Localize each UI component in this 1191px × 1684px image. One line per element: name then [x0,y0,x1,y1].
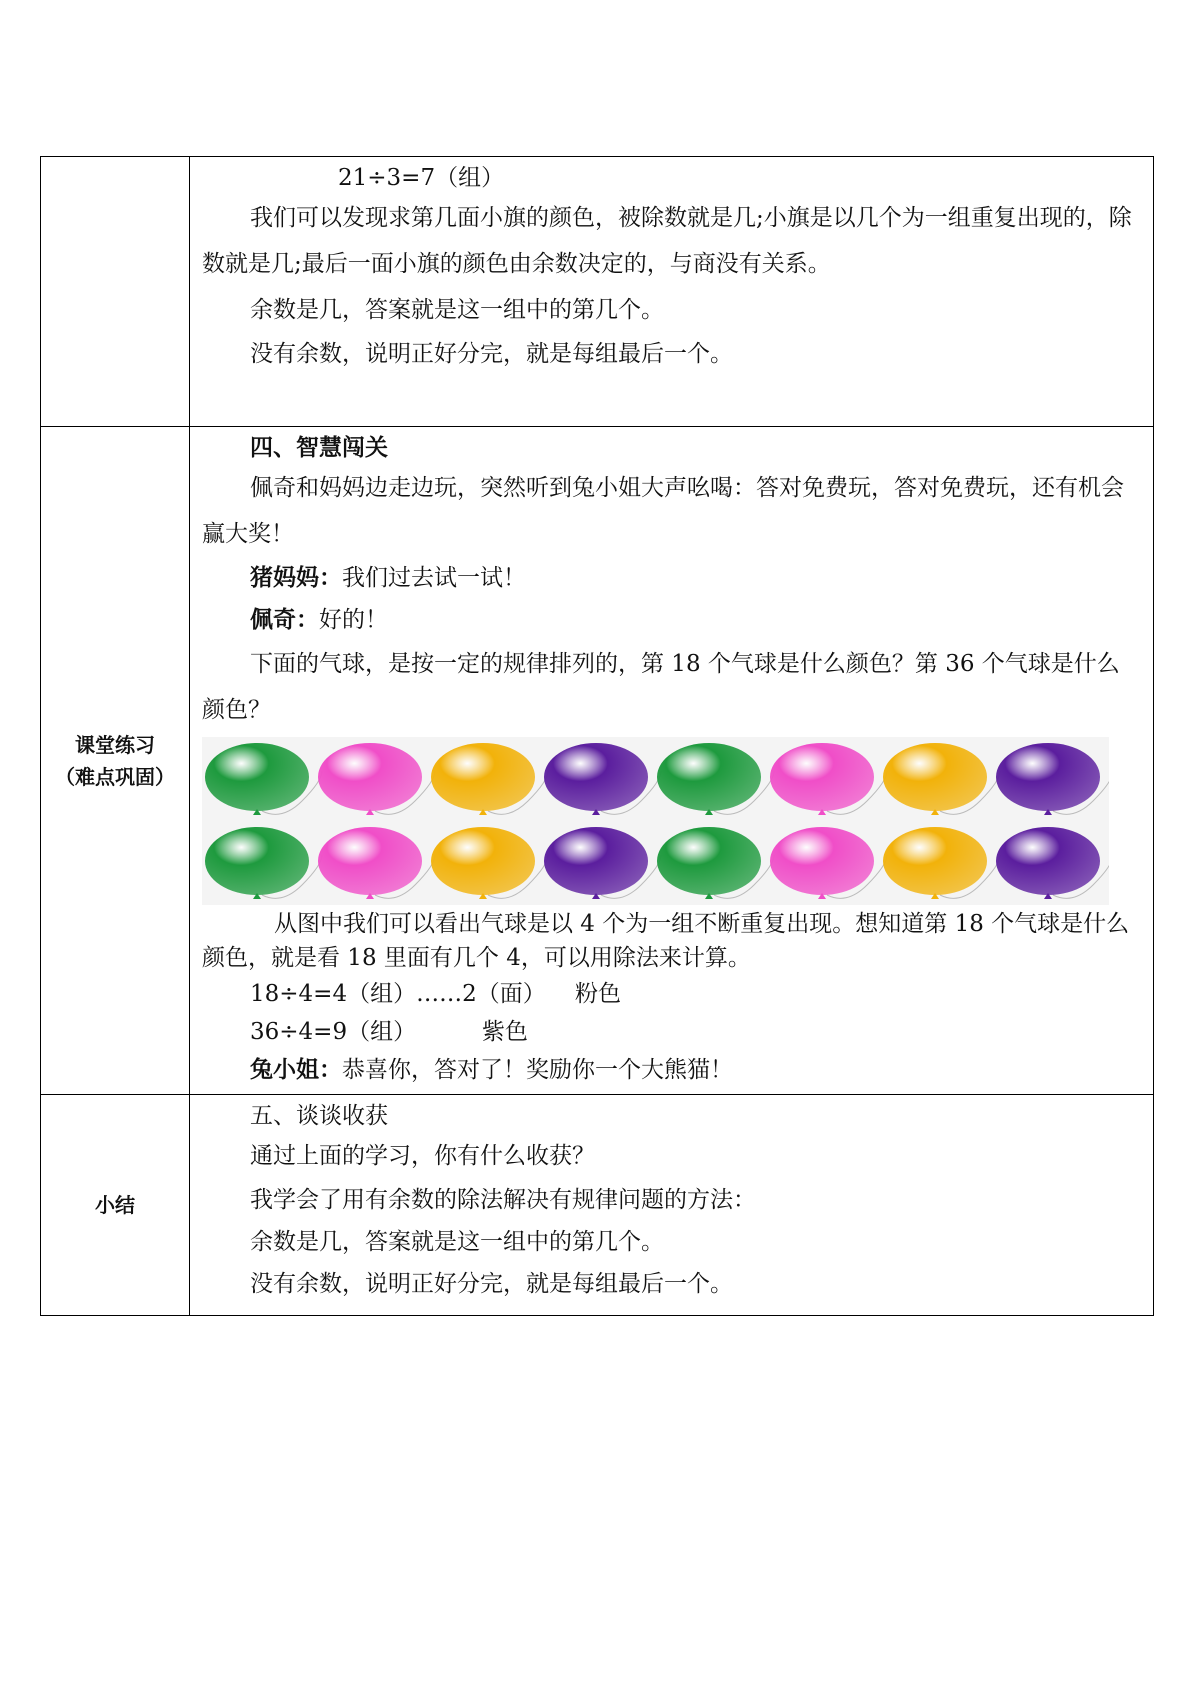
section-heading: 五、谈谈收获 [250,1103,388,1129]
balloon-image [202,737,1109,905]
row-label-cell [41,427,190,1095]
table-row [41,1095,1154,1316]
dialog-line [202,1051,1141,1089]
row-content [190,157,1154,427]
balloon-illustration [202,737,1109,905]
dialog-line [202,599,1141,641]
paragraph: 余数是几，答案就是这一组中的第几个。 [250,297,664,323]
speaker-name: 兔小姐： [250,1057,342,1083]
row-content [190,427,1154,1095]
table-row [41,427,1154,1095]
balloon [431,743,548,815]
balloon [544,743,661,815]
formula-line: 21÷3=7（组） [338,165,505,191]
row-label-line: （难点巩固） [55,764,175,789]
balloon [544,827,661,899]
speaker-name: 佩奇： [250,607,319,633]
balloon [205,743,322,815]
paragraph: 没有余数，说明正好分完，就是每组最后一个。 [250,341,733,367]
row-label-line: 小结 [95,1193,135,1217]
balloon [996,743,1109,815]
balloon [205,827,322,899]
question-paragraph: 下面的气球，是按一定的规律排列的，第 18 个气球是什么颜色？第 36 个气球是什么颜色？ [202,651,1120,723]
dialog-text: 恭喜你，答对了！奖励你一个大熊猫！ [342,1057,733,1083]
balloon [657,743,774,815]
section-heading: 四、智慧闯关 [250,435,388,461]
row-label-line: 课堂练习 [75,732,155,757]
balloon [318,743,435,815]
calc-line: 18÷4=4（组）……2（面） 粉色 [250,981,621,1007]
lesson-table [40,156,1154,1316]
balloon [770,743,887,815]
speaker-name: 猪妈妈： [250,565,342,591]
row-content [190,1095,1154,1316]
balloon [431,827,548,899]
dialog-line [202,557,1141,599]
balloon [318,827,435,899]
balloon [657,827,774,899]
dialog-text: 我们过去试一试！ [342,565,526,591]
paragraph: 我们可以发现求第几面小旗的颜色，被除数就是几;小旗是以几个为一组重复出现的，除数就是几;最后一面小旗的颜色由余数决定的，与商没有关系。 [202,205,1132,277]
paragraph: 我学会了用有余数的除法解决有规律问题的方法： [250,1187,756,1213]
balloon [996,827,1109,899]
paragraph: 没有余数，说明正好分完，就是每组最后一个。 [250,1271,733,1297]
paragraph: 通过上面的学习，你有什么收获？ [250,1143,595,1169]
balloon [883,743,1000,815]
paragraph: 余数是几，答案就是这一组中的第几个。 [250,1229,664,1255]
table-row [41,157,1154,427]
row-label-empty [41,157,190,427]
calc-line: 36÷4=9（组） 紫色 [250,1019,528,1045]
paragraph: 从图中我们可以看出气球是以 4 个为一组不断重复出现。想知道第 18 个气球是什么颜色，就是看 18 里面有几个 4，可以用除法来计算。 [202,911,1130,971]
dialog-text: 好的！ [319,607,388,633]
row-label-cell [41,1095,190,1316]
paragraph: 佩奇和妈妈边走边玩，突然听到兔小姐大声吆喝：答对免费玩，答对免费玩，还有机会赢大奖！ [202,475,1124,547]
balloon [883,827,1000,899]
balloon [770,827,887,899]
